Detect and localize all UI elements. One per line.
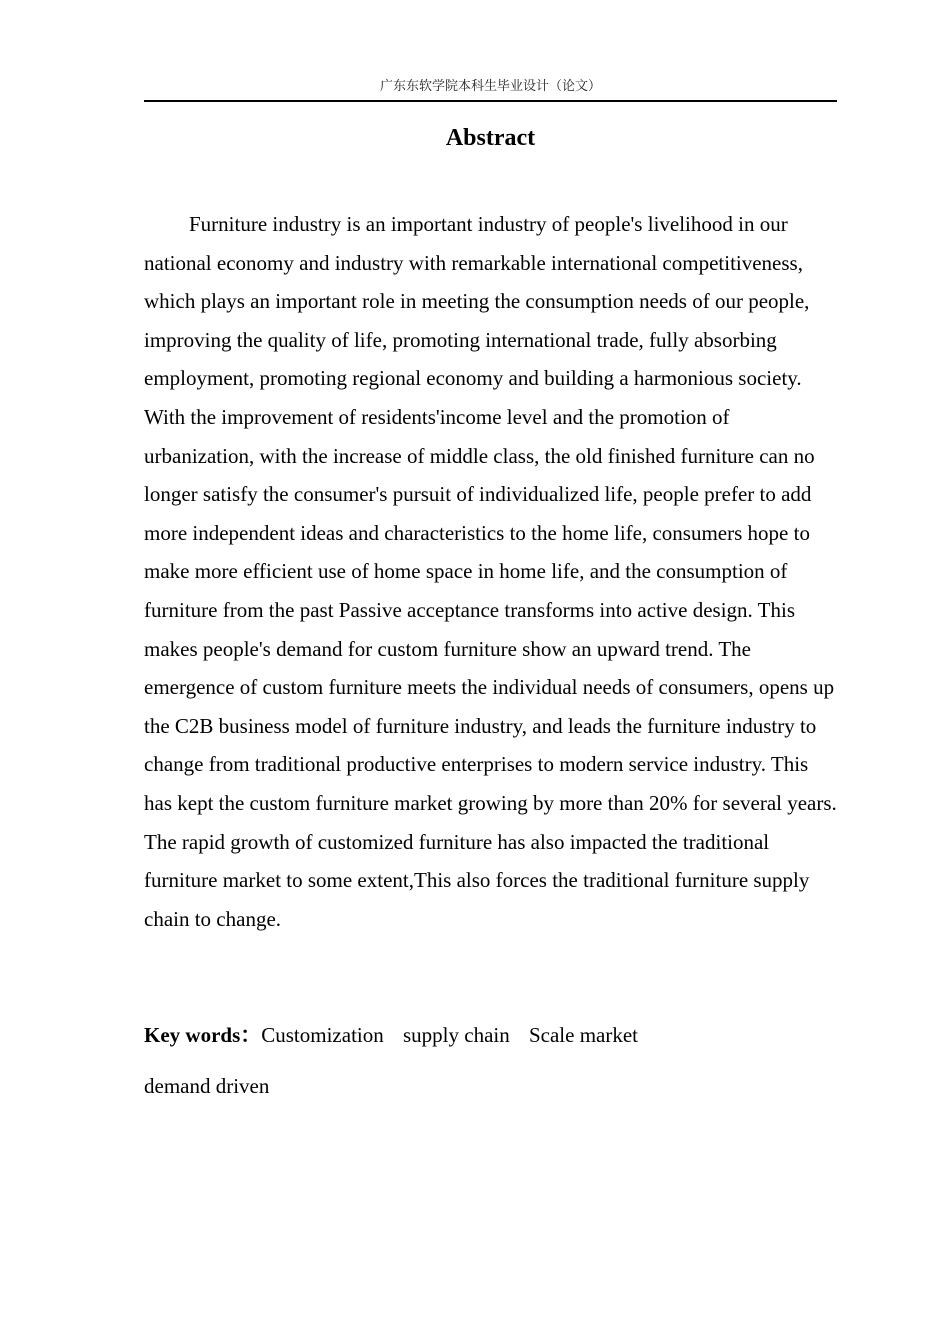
page-title: Abstract (445, 125, 536, 151)
abstract-paragraph: Furniture industry is an important industry of people's livelihood in our national economy and industry with remarkable international competitiveness, which plays an important role in meeting the consumption needs of our people, improving the quality of life, promoting international trade, fully absorbing employment, promoting regional economy and building a harmonious society. With the improvement of residents'income level and the promotion of urbanization, with the increase of middle class, the old finished furniture can no longer satisfy the consumer's pursuit of individualized life, people prefer to add more independent ideas and characteristics to the home life, consumers hope to make more efficient use of home space in home life, and the consumption of furniture from the past Passive acceptance transforms into active design. This makes people's demand for custom furniture show an upward trend. The emergence of custom furniture meets the individual needs of consumers, opens up the C2B business model of furniture industry, and leads the furniture industry to change from traditional productive enterprises to modern service industry. This has kept the custom furniture market growing by more than 20% for several years. The rapid growth of customized furniture has also impacted the traditional furniture market to some extent,This also forces the traditional furniture supply chain to change. (144, 212, 837, 931)
keyword-item: Scale market (528, 1023, 639, 1047)
keywords-line (144, 1018, 837, 1052)
header-rule (144, 100, 837, 102)
keywords-label: Key words： (144, 1023, 262, 1047)
keyword-item: demand driven (144, 1074, 270, 1098)
keyword-item: Customization (261, 1023, 384, 1047)
keyword-item: supply chain (403, 1023, 510, 1047)
page-header: 广东东软学院本科生毕业设计（论文） (379, 79, 601, 94)
